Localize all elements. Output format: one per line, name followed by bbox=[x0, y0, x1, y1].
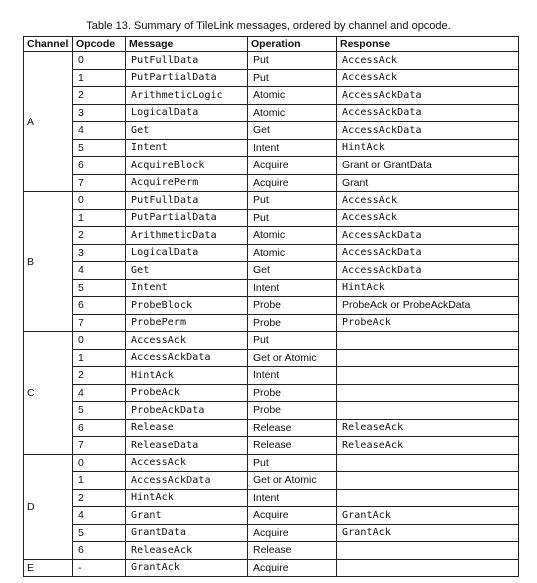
table-row bbox=[24, 367, 519, 385]
response-cell: AccessAckData bbox=[337, 122, 519, 140]
operation-cell: Intent bbox=[248, 279, 337, 297]
header-response: Response bbox=[337, 37, 519, 52]
table-row bbox=[24, 104, 519, 122]
opcode-cell: 5 bbox=[73, 279, 126, 297]
operation-cell: Intent bbox=[248, 367, 337, 385]
table-row bbox=[24, 52, 519, 70]
table-row bbox=[24, 314, 519, 332]
message-cell: AccessAck bbox=[126, 332, 248, 350]
table-row bbox=[24, 542, 519, 560]
table-row bbox=[24, 559, 519, 577]
table-body bbox=[24, 52, 519, 577]
opcode-cell: 1 bbox=[73, 209, 126, 227]
response-cell bbox=[337, 454, 519, 472]
table-row bbox=[24, 402, 519, 420]
operation-cell: Get or Atomic bbox=[248, 349, 337, 367]
message-cell: ReleaseAck bbox=[126, 542, 248, 560]
opcode-cell: 6 bbox=[73, 157, 126, 175]
operation-cell: Probe bbox=[248, 384, 337, 402]
message-cell: Grant bbox=[126, 507, 248, 525]
table-row bbox=[24, 69, 519, 87]
message-cell: Intent bbox=[126, 279, 248, 297]
table-row bbox=[24, 297, 519, 315]
response-cell: AccessAck bbox=[337, 192, 519, 210]
response-cell: AccessAck bbox=[337, 52, 519, 70]
response-cell: ProbeAck or ProbeAckData bbox=[337, 297, 519, 315]
message-cell: ProbeBlock bbox=[126, 297, 248, 315]
operation-cell: Release bbox=[248, 419, 337, 437]
operation-cell: Atomic bbox=[248, 227, 337, 245]
table-row bbox=[24, 332, 519, 350]
message-cell: PutFullData bbox=[126, 192, 248, 210]
operation-cell: Put bbox=[248, 52, 337, 70]
response-cell: HintAck bbox=[337, 279, 519, 297]
table-row bbox=[24, 262, 519, 280]
table-row bbox=[24, 419, 519, 437]
response-cell bbox=[337, 542, 519, 560]
operation-cell: Release bbox=[248, 437, 337, 455]
message-cell: Get bbox=[126, 122, 248, 140]
opcode-cell: 4 bbox=[73, 507, 126, 525]
response-cell: Grant bbox=[337, 174, 519, 192]
message-cell: Intent bbox=[126, 139, 248, 157]
table-row bbox=[24, 454, 519, 472]
opcode-cell: 2 bbox=[73, 227, 126, 245]
message-cell: HintAck bbox=[126, 489, 248, 507]
response-cell bbox=[337, 384, 519, 402]
response-cell bbox=[337, 367, 519, 385]
opcode-cell: 5 bbox=[73, 402, 126, 420]
message-cell: AccessAck bbox=[126, 454, 248, 472]
message-cell: ProbeAckData bbox=[126, 402, 248, 420]
operation-cell: Atomic bbox=[248, 87, 337, 105]
operation-cell: Put bbox=[248, 69, 337, 87]
message-cell: AcquirePerm bbox=[126, 174, 248, 192]
response-cell bbox=[337, 489, 519, 507]
opcode-cell: 7 bbox=[73, 437, 126, 455]
response-cell: HintAck bbox=[337, 139, 519, 157]
response-cell: AccessAckData bbox=[337, 87, 519, 105]
opcode-cell: 4 bbox=[73, 262, 126, 280]
opcode-cell: 1 bbox=[73, 349, 126, 367]
operation-cell: Intent bbox=[248, 139, 337, 157]
operation-cell: Acquire bbox=[248, 559, 337, 577]
response-cell: GrantAck bbox=[337, 524, 519, 542]
operation-cell: Probe bbox=[248, 314, 337, 332]
message-cell: LogicalData bbox=[126, 104, 248, 122]
table-row bbox=[24, 279, 519, 297]
opcode-cell: 7 bbox=[73, 174, 126, 192]
header-operation: Operation bbox=[248, 37, 337, 52]
message-cell: ProbeAck bbox=[126, 384, 248, 402]
response-cell bbox=[337, 402, 519, 420]
message-cell: AccessAckData bbox=[126, 472, 248, 490]
opcode-cell: 2 bbox=[73, 87, 126, 105]
response-cell: AccessAckData bbox=[337, 104, 519, 122]
opcode-cell: 1 bbox=[73, 472, 126, 490]
opcode-cell: 0 bbox=[73, 332, 126, 350]
operation-cell: Get or Atomic bbox=[248, 472, 337, 490]
operation-cell: Put bbox=[248, 209, 337, 227]
table-row bbox=[24, 244, 519, 262]
message-cell: ArithmeticData bbox=[126, 227, 248, 245]
message-cell: ArithmeticLogic bbox=[126, 87, 248, 105]
tilelink-messages-table bbox=[23, 36, 519, 577]
response-cell: AccessAckData bbox=[337, 227, 519, 245]
response-cell: AccessAck bbox=[337, 209, 519, 227]
operation-cell: Put bbox=[248, 332, 337, 350]
operation-cell: Get bbox=[248, 262, 337, 280]
message-cell: Release bbox=[126, 419, 248, 437]
table-row bbox=[24, 227, 519, 245]
response-cell bbox=[337, 559, 519, 577]
message-cell: ProbePerm bbox=[126, 314, 248, 332]
table-row bbox=[24, 507, 519, 525]
table-row bbox=[24, 87, 519, 105]
table-row bbox=[24, 489, 519, 507]
opcode-cell: 4 bbox=[73, 122, 126, 140]
operation-cell: Atomic bbox=[248, 104, 337, 122]
operation-cell: Probe bbox=[248, 402, 337, 420]
response-cell bbox=[337, 349, 519, 367]
opcode-cell: 2 bbox=[73, 489, 126, 507]
opcode-cell: 6 bbox=[73, 542, 126, 560]
opcode-cell: 4 bbox=[73, 384, 126, 402]
opcode-cell: 6 bbox=[73, 419, 126, 437]
response-cell: ProbeAck bbox=[337, 314, 519, 332]
response-cell: ReleaseAck bbox=[337, 419, 519, 437]
opcode-cell: 5 bbox=[73, 524, 126, 542]
operation-cell: Acquire bbox=[248, 524, 337, 542]
opcode-cell: 1 bbox=[73, 69, 126, 87]
message-cell: PutPartialData bbox=[126, 69, 248, 87]
operation-cell: Release bbox=[248, 542, 337, 560]
opcode-cell: 5 bbox=[73, 139, 126, 157]
operation-cell: Probe bbox=[248, 297, 337, 315]
channel-cell: D bbox=[24, 454, 73, 559]
message-cell: GrantData bbox=[126, 524, 248, 542]
opcode-cell: 7 bbox=[73, 314, 126, 332]
opcode-cell: 6 bbox=[73, 297, 126, 315]
response-cell: AccessAck bbox=[337, 69, 519, 87]
opcode-cell: 0 bbox=[73, 454, 126, 472]
table-row bbox=[24, 174, 519, 192]
response-cell: Grant or GrantData bbox=[337, 157, 519, 175]
table-row bbox=[24, 157, 519, 175]
header-opcode: Opcode bbox=[73, 37, 126, 52]
channel-cell: C bbox=[24, 332, 73, 455]
operation-cell: Acquire bbox=[248, 174, 337, 192]
opcode-cell: 2 bbox=[73, 367, 126, 385]
table-row bbox=[24, 472, 519, 490]
message-cell: Get bbox=[126, 262, 248, 280]
table-caption: Table 13. Summary of TileLink messages, ordered by channel and opcode. bbox=[86, 20, 451, 32]
table-row bbox=[24, 384, 519, 402]
table-row bbox=[24, 524, 519, 542]
opcode-cell: 3 bbox=[73, 104, 126, 122]
message-cell: HintAck bbox=[126, 367, 248, 385]
opcode-cell: 0 bbox=[73, 52, 126, 70]
response-cell bbox=[337, 332, 519, 350]
table-row bbox=[24, 437, 519, 455]
operation-cell: Acquire bbox=[248, 507, 337, 525]
table-row bbox=[24, 122, 519, 140]
opcode-cell: - bbox=[73, 559, 126, 577]
message-cell: GrantAck bbox=[126, 559, 248, 577]
response-cell: AccessAckData bbox=[337, 244, 519, 262]
response-cell: AccessAckData bbox=[337, 262, 519, 280]
channel-cell: E bbox=[24, 559, 73, 577]
operation-cell: Put bbox=[248, 454, 337, 472]
header-channel: Channel bbox=[24, 37, 73, 52]
operation-cell: Get bbox=[248, 122, 337, 140]
message-cell: PutFullData bbox=[126, 52, 248, 70]
operation-cell: Put bbox=[248, 192, 337, 210]
response-cell bbox=[337, 472, 519, 490]
response-cell: ReleaseAck bbox=[337, 437, 519, 455]
operation-cell: Intent bbox=[248, 489, 337, 507]
table-row bbox=[24, 192, 519, 210]
table-row bbox=[24, 139, 519, 157]
operation-cell: Acquire bbox=[248, 157, 337, 175]
table-row bbox=[24, 349, 519, 367]
table-header-row bbox=[24, 37, 519, 52]
table-row bbox=[24, 209, 519, 227]
channel-cell: B bbox=[24, 192, 73, 332]
response-cell: GrantAck bbox=[337, 507, 519, 525]
message-cell: ReleaseData bbox=[126, 437, 248, 455]
message-cell: LogicalData bbox=[126, 244, 248, 262]
opcode-cell: 0 bbox=[73, 192, 126, 210]
message-cell: AcquireBlock bbox=[126, 157, 248, 175]
channel-cell: A bbox=[24, 52, 73, 192]
header-message: Message bbox=[126, 37, 248, 52]
opcode-cell: 3 bbox=[73, 244, 126, 262]
operation-cell: Atomic bbox=[248, 244, 337, 262]
message-cell: AccessAckData bbox=[126, 349, 248, 367]
message-cell: PutPartialData bbox=[126, 209, 248, 227]
